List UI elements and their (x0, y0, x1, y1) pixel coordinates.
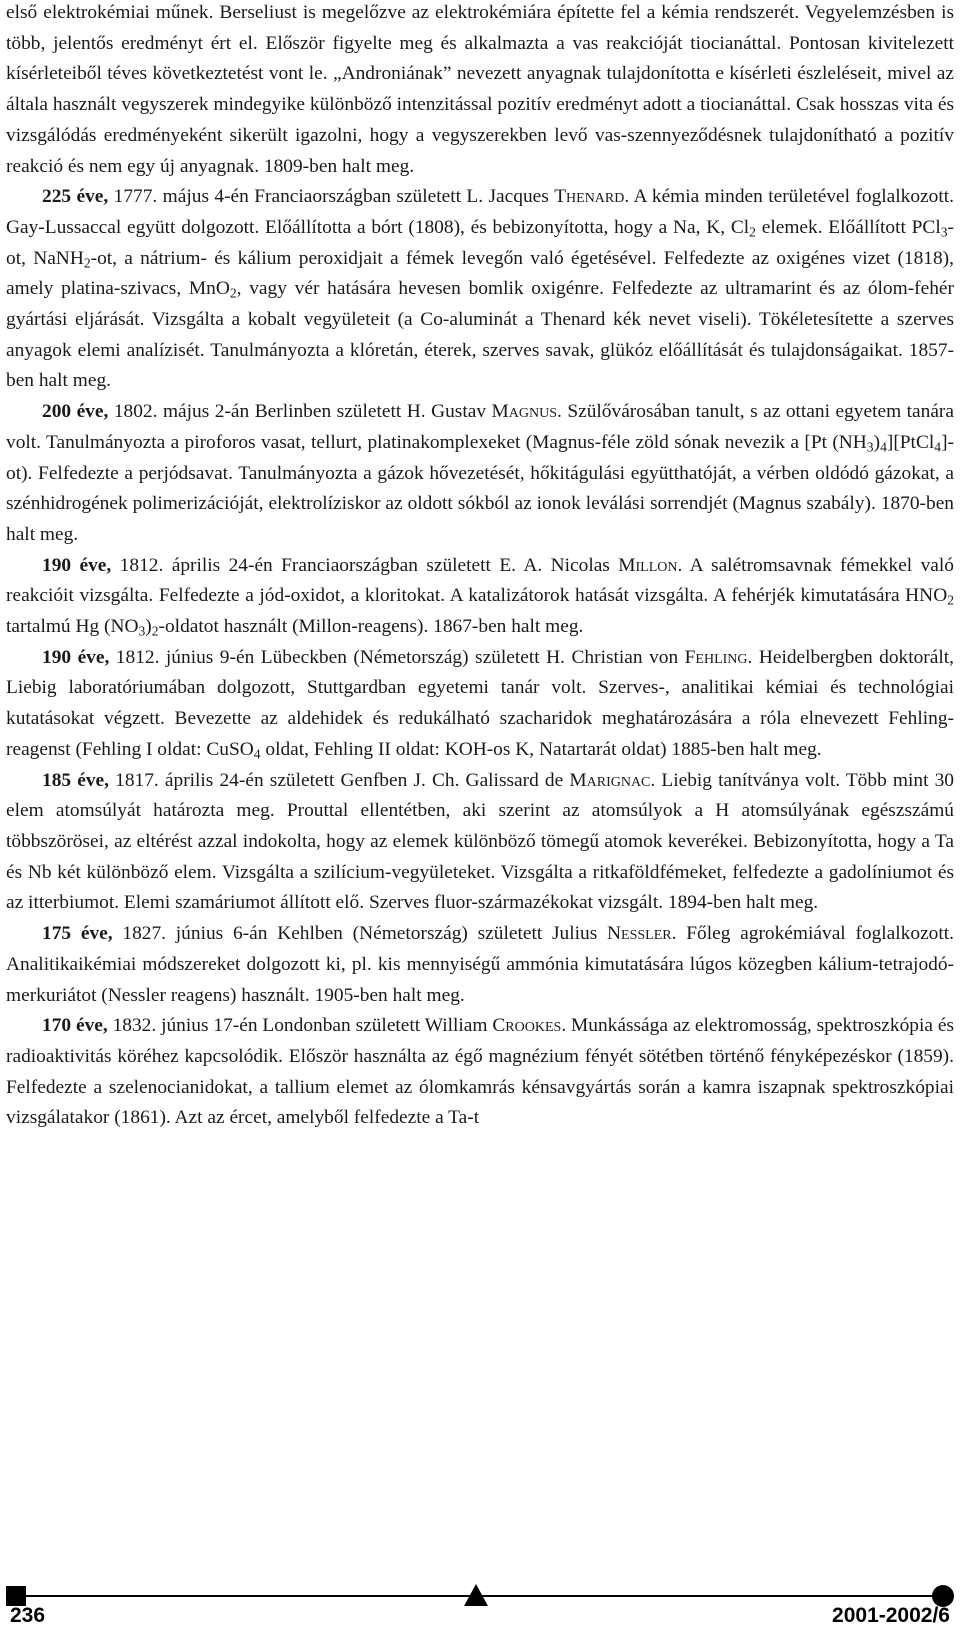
entry-name: Thenard (554, 186, 625, 208)
entry-name: Millon (618, 554, 678, 576)
entry-crookes: 170 éve, 1832. június 17-én Londonban született William Crookes. Munkássága az elektromosság, spektroszkópia és radioaktivitás köréhez kapcsolódik. Először használta az égő magnézium fényét sötétben történő fényképezéskor (1859). Felfedezte a szelenocianidokat, a tallium elemet az ólomkamrás kénsavgyártás során a kamra iszapnak spektroszkópiai vizsgálatakor (1861). Azt az ércet, amelyből felfedezte a Ta-t (6, 1015, 954, 1129)
entry-years: 190 éve, (42, 646, 110, 668)
entry-millon: 190 éve, 1812. április 24-én Franciaországban született E. A. Nicolas Millon. A salétromsavnak fémekkel való reakcióit vizsgálta. Felfedezte a jód-oxidot, a kloritokat. A katalizátorok hatását vizsgálta. A fehérjék kimutatására $HNO_2$ tartalmú Hg $(NO_3)_2$-oldatot használt (Millon-reagens). 1867-ben halt meg. (6, 554, 954, 639)
page-footer (6, 1574, 954, 1625)
entry-lead: 1812. április 24-én Franciaországban született E. A. Nicolas (111, 554, 619, 576)
entry-years: 190 éve, (42, 554, 112, 576)
entry-name: Fehling (684, 646, 748, 668)
intro-paragraph: első elektrokémiai műnek. Berseliust is megelőzve az elektrokémiára építette fel a kémia rendszerét. Vegyelemzésben is több, jelentős eredményt ért el. Először figyelte meg és alkalmazta a vas reakcióját tiocianáttal. Pontosan kivitelezett kísérleteiből téves következtetést vont le. „Androniának” nevezett anyagnak tulajdonította e kísérleti észleléseit, mivel az általa használt vegyszerek mindegyike különböző intenzitással pozitív eredményt adott a tiocianáttal. Csak hosszas vita és vizsgálódás eredményeként sikerült igazolni, hogy a vegyszerekben levő vas-szennyeződésnek tulajdonítható a pozitív reakció és nem egy új anyagnak. 1809-ben halt meg. (6, 2, 954, 177)
entry-lead: 1812. június 9-én Lübeckben (Németország) született H. Christian von (109, 646, 685, 668)
entry-marignac: 185 éve, 1817. április 24-én született Genfben J. Ch. Galissard de Marignac. Liebig tanítványa volt. Több mint 30 elem atomsúlyát határozta meg. Prouttal ellentétben, aki szerint az atomsúlyok a H atomsúlyának egészszámú többszörösei, az eltérést azzal indokolta, hogy az elemek különböző tömegű atomok keverékei. Bebizonyította, hogy a Ta és Nb két különböző elem. Vizsgálta a szilícium-vegyületeket. Vizsgálta a ritkaföldfémeket, felfedezte a gadolíniumot és az itterbiumot. Elemi szamáriumot állított elő. Szerves fluor-származékokat vizsgált. 1894-ben halt meg. (6, 769, 954, 914)
entry-years: 170 éve, (42, 1015, 108, 1037)
entry-lead: 1827. június 6-án Kehlben (Németország) született Julius (112, 923, 608, 945)
entry-thenard: 225 éve, 1777. május 4-én Franciaországban született L. Jacques Thenard. A kémia minden területével foglalkozott. Gay-Lussaccal együtt dolgozott. Előállította a bórt (1808), és bebizonyította, hogy a Na, K, $Cl_2$ elemek. Előállított PCl$_3$-ot, NaNH$_2$-ot, a nátrium- és kálium peroxidjait a fémek levegőn való égetésével. Felfedezte az oxigénes vizet (1818), amely platina-szivacs, MnO$_2$, vagy vér hatására hevesen bomlik oxigénre. Felfedezte az ultramarint és az ólom-fehér gyártási eljárását. Vizsgálta a kobalt vegyületeit (a Co-aluminát a Thenard kék nevet viseli). Tökéletesítette a szerves anyagok elemi analízisét. Tanulmányozta a klóretán, éterek, szerves savak, glükóz előállítását és tulajdonságaikat. 1857-ben halt meg. (6, 186, 954, 392)
entry-magnus: 200 éve, 1802. május 2-án Berlinben született H. Gustav Magnus. Szülővárosában tanult, s az ottani egyetem tanára volt. Tanulmányozta a piroforos vasat, tellurt, platinakomplexeket (Magnus-féle zöld sónak nevezik a [Pt $(NH_3)_4][PtCl_4]-ot$). Felfedezte a perjódsavat. Tanulmányozta a gázok hővezetését, hőkitágulási együtthatóját, a vérben oldódó gázokat, a szénhidrogének polimerizációját, elektrolíziskor az oldott sókból az ionok leválási sorrendjét (Magnus szabály). 1870-ben halt meg. (6, 401, 954, 545)
entry-years: 185 éve, (42, 769, 109, 791)
page-number: 236 (10, 1604, 46, 1627)
page (6, 0, 954, 1625)
entry-lead: 1817. április 24-én született Genfben J. Ch. Galissard de (108, 769, 570, 791)
entry-lead: 1832. június 17-én Londonban született William (107, 1015, 493, 1037)
entry-fehling: 190 éve, 1812. június 9-én Lübeckben (Németország) született H. Christian von Fehling. Heidelbergben doktorált, Liebig laboratóriumában dolgozott, Stuttgardban egyetemi tanár volt. Szerves-, analitikai kémiai és technológiai kutatásokat végzett. Bevezette az aldehidek és redukálható szacharidok meghatározására a róla elnevezett Fehling-reagenst (Fehling I oldat: CuSO$_4$ oldat, Fehling II oldat: KOH-os K, Natartarát oldat) 1885-ben halt meg. (6, 646, 954, 762)
triangle-icon (464, 1584, 488, 1606)
entry-years: 175 éve, (42, 923, 113, 945)
entry-nessler: 175 éve, 1827. június 6-án Kehlben (Németország) született Julius Nessler. Főleg agrokémiával foglalkozott. Analitikaikémiai módszereket dolgozott ki, pl. kis mennyiségű ammónia kimutatására lúgos közegben kálium-tetrajodó-merkuriátot (Nessler reagens) használt. 1905-ben halt meg. (6, 923, 954, 1006)
entry-years: 225 éve, (42, 186, 109, 208)
entry-name: Crookes (492, 1015, 562, 1037)
entry-lead: 1802. május 2-án Berlinben született H. Gustav (108, 401, 492, 423)
entry-years: 200 éve, (42, 401, 109, 423)
entry-name: Marignac (569, 769, 651, 791)
entry-lead: 1777. május 4-én Franciaországban született L. Jacques (108, 186, 555, 208)
article-text (6, 0, 954, 1134)
entry-name: Nessler (607, 923, 672, 945)
issue-number: 2001-2002/6 (832, 1604, 950, 1627)
entry-name: Magnus (491, 401, 557, 423)
square-icon (6, 1586, 26, 1606)
